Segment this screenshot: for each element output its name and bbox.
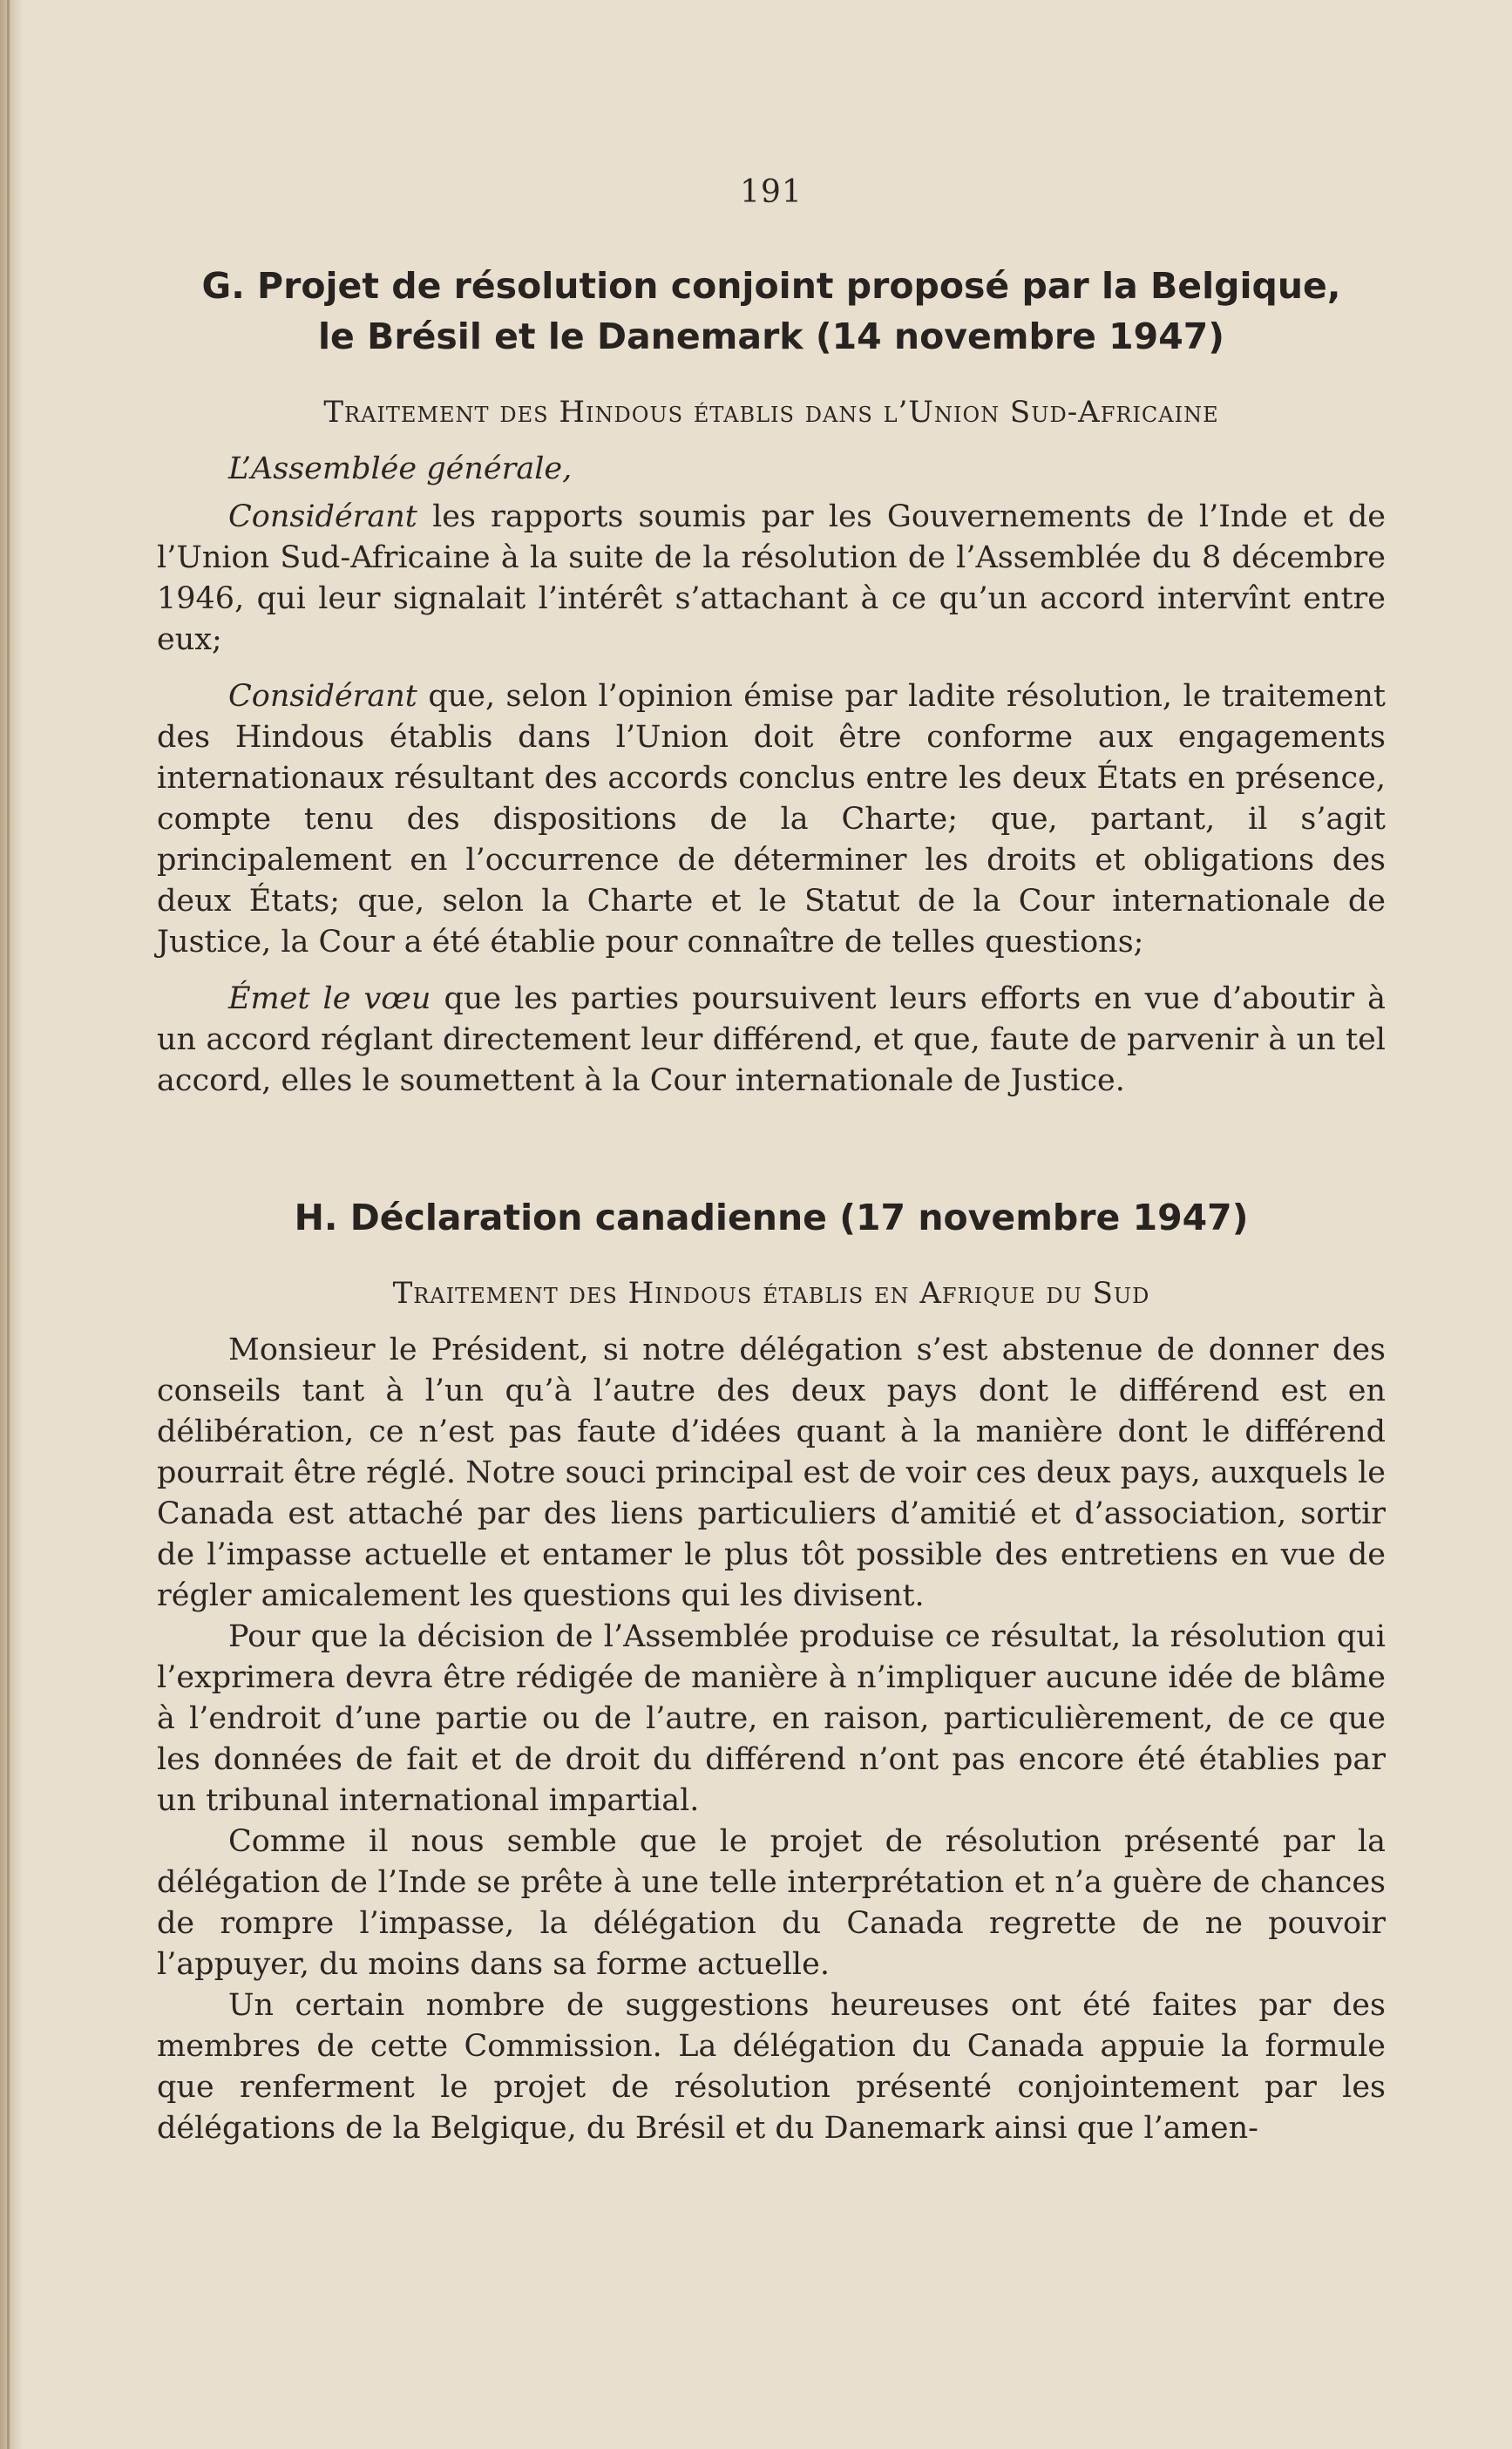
paragraph-text: que les parties poursuivent leurs efforts en vue d’aboutir à un accord réglant directement leur différend, et que, faute de parvenir à un tel accord, elles le soumettent à la Cour internationale de Justice. xyxy=(157,981,1386,1098)
section-g-title xyxy=(157,261,1386,362)
section-h-paragraph-3: Comme il nous semble que le projet de résolution présenté par la délégation de l’Inde se prête à une telle interprétation et n’a guère de chances de rompre l’impasse, la délégation du Canada regrette de ne pouvoir l’appuyer, du moins dans sa forme actuelle. xyxy=(157,1824,1386,1982)
assembly-heading: L’Assemblée générale, xyxy=(228,451,573,486)
section-g-subtitle: Traitement des Hindous établis dans l’Union Sud-Africaine xyxy=(323,395,1219,430)
paragraph-lead: Considérant xyxy=(228,679,417,714)
section-g-title-line1: G. Projet de résolution conjoint proposé par la Belgique, xyxy=(201,265,1341,307)
section-g-paragraph-3 xyxy=(157,979,1386,1102)
section-h-paragraph-1: Monsieur le Président, si notre délégation s’est abstenue de donner des conseils tant à l’un qu’à l’autre des deux pays dont le différend est en délibération, ce n’est pas faute d’idées quant à la manière dont le différend pourrait être réglé. Notre souci principal est de voir ces deux pays, auxquels le Canada est attaché par des liens particuliers d’amitié et d’association, sortir de l’impasse actuelle et entamer le plus tôt possible des entretiens en vue de régler amicalement les questions qui les divisent. xyxy=(157,1333,1386,1613)
page-number: 191 xyxy=(740,174,803,210)
section-h-subtitle: Traitement des Hindous établis en Afrique du Sud xyxy=(392,1276,1150,1311)
section-h xyxy=(157,1192,1386,2149)
section-h-paragraph-2: Pour que la décision de l’Assemblée produise ce résultat, la résolution qui l’exprimera devra être rédigée de manière à n’impliquer aucune idée de blâme à l’endroit d’une partie ou de l’autre, en raison, particulièrement, de ce que les données de fait et de droit du différend n’ont pas encore été établies par un tribunal international impartial. xyxy=(157,1619,1386,1818)
section-g-paragraph-1 xyxy=(157,497,1386,661)
section-g xyxy=(157,261,1386,1102)
section-h-title: H. Déclaration canadienne (17 novembre 1947) xyxy=(294,1197,1249,1238)
section-spacer xyxy=(157,1117,1386,1192)
section-g-title-line2: le Brésil et le Danemark (14 novembre 1947) xyxy=(317,315,1225,357)
binding-edge xyxy=(0,0,23,2449)
section-g-paragraph-2 xyxy=(157,676,1386,963)
paragraph-lead: Émet le vœu xyxy=(228,981,431,1016)
paragraph-text: que, selon l’opinion émise par ladite résolution, le traitement des Hindous établis dans l’Union doit être conforme aux engagements internationaux résultant des accords conclus entre les deux États en présence, compte tenu des dispositions de la Charte; que, partant, il s’agit principalement en l’occurrence de déterminer les droits et obligations des deux États; que, selon la Charte et le Statut de la Cour internationale de Justice, la Cour a été établie pour connaître de telles questions; xyxy=(157,679,1386,960)
section-h-paragraph-4: Un certain nombre de suggestions heureuses ont été faites par des membres de cette Commission. La délégation du Canada appuie la formule que renferment le projet de résolution présenté conjointement par les délégations de la Belgique, du Brésil et du Danemark ainsi que l’amen- xyxy=(157,1988,1386,2146)
page-content xyxy=(157,174,1386,2149)
paragraph-text: les rapports soumis par les Gouvernements de l’Inde et de l’Union Sud-Africaine à la suite de la résolution de l’Assemblée du 8 décembre 1946, qui leur signalait l’intérêt s’attachant à ce qu’un accord intervînt entre eux; xyxy=(157,499,1386,657)
paragraph-lead: Considérant xyxy=(228,499,417,534)
